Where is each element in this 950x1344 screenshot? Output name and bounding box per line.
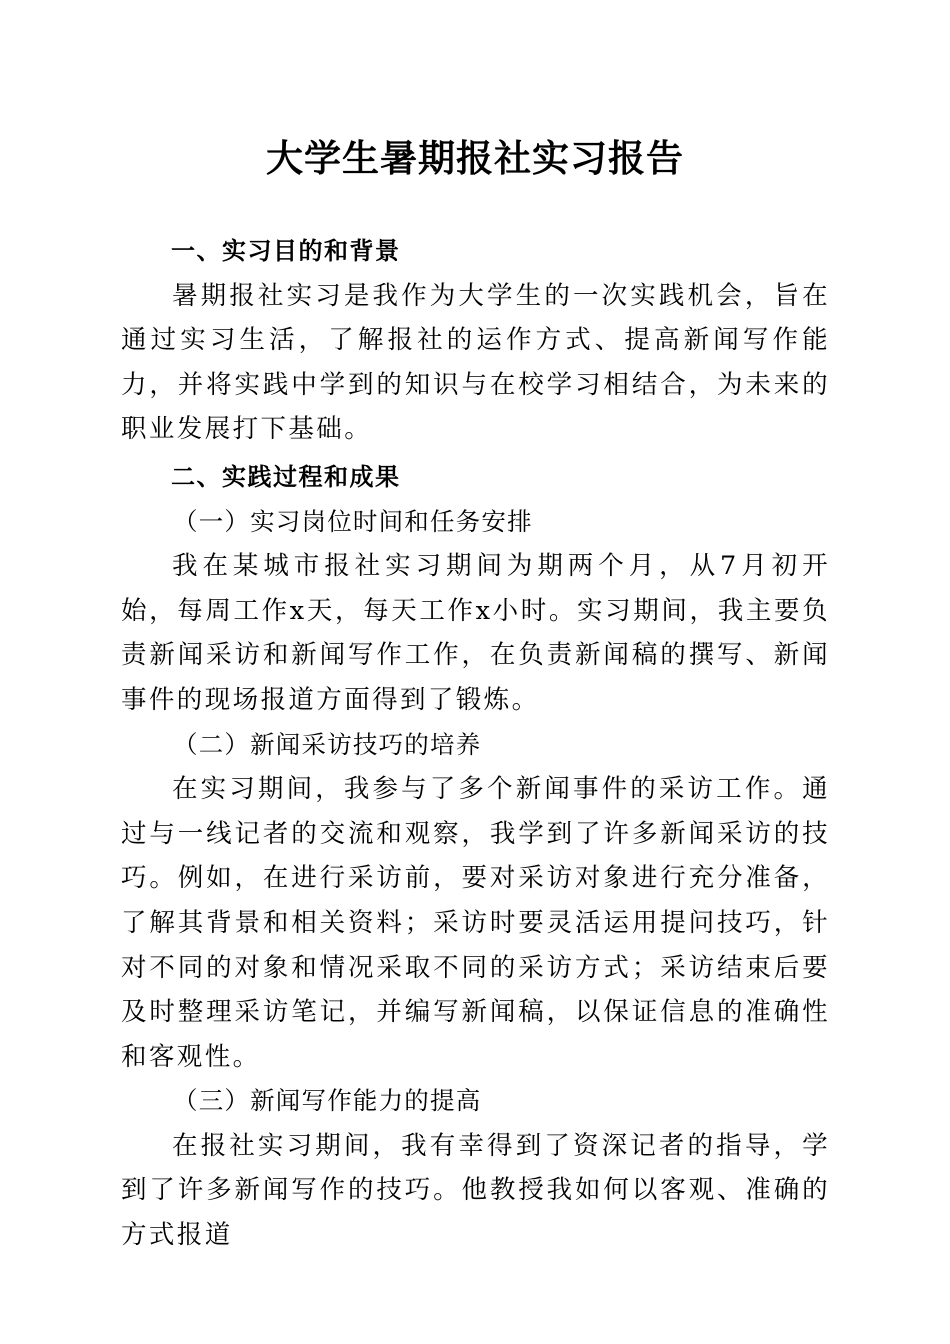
subsection-heading-interview: （二）新闻采访技巧的培养: [173, 729, 482, 759]
paragraph-purpose: 暑期报社实习是我作为大学生的一次实践机会，旨在通过实习生活，了解报社的运作方式、提高新闻写作能力，并将实践中学到的知识与在校学习相结合，为未来的职业发展打下基础。: [121, 280, 830, 445]
document-body: [121, 229, 830, 1258]
document-title: 大学生暑期报社实习报告: [266, 136, 684, 180]
paragraph-interview: 在实习期间，我参与了多个新闻事件的采访工作。通过与一线记者的交流和观察，我学到了许多新闻采访的技巧。例如，在进行采访前，要对采访对象进行充分准备，了解其背景和相关资料；采访时要灵活运用提问技巧，针对不同的对象和情况采取不同的采访方式；采访结束后要及时整理采访笔记，并编写新闻稿，以保证信息的准确性和客观性。: [121, 774, 830, 1072]
section-heading-process: 二、实践过程和成果: [171, 462, 401, 491]
section-heading-purpose: 一、实习目的和背景: [171, 237, 401, 265]
subsection-heading-writing: （三）新闻写作能力的提高: [173, 1086, 482, 1116]
paragraph-schedule: 我在某城市报社实习期间为期两个月，从7月初开始，每周工作x天，每天工作x小时。实习期间，我主要负责新闻采访和新闻写作工作，在负责新闻稿的撰写、新闻事件的现场报道方面得到了锻炼。: [121, 551, 830, 715]
paragraph-writing: 在报社实习期间，我有幸得到了资深记者的指导，学到了许多新闻写作的技巧。他教授我如何以客观、准确的方式报道: [121, 1130, 830, 1251]
subsection-heading-schedule: （一）实习岗位时间和任务安排: [173, 506, 533, 536]
